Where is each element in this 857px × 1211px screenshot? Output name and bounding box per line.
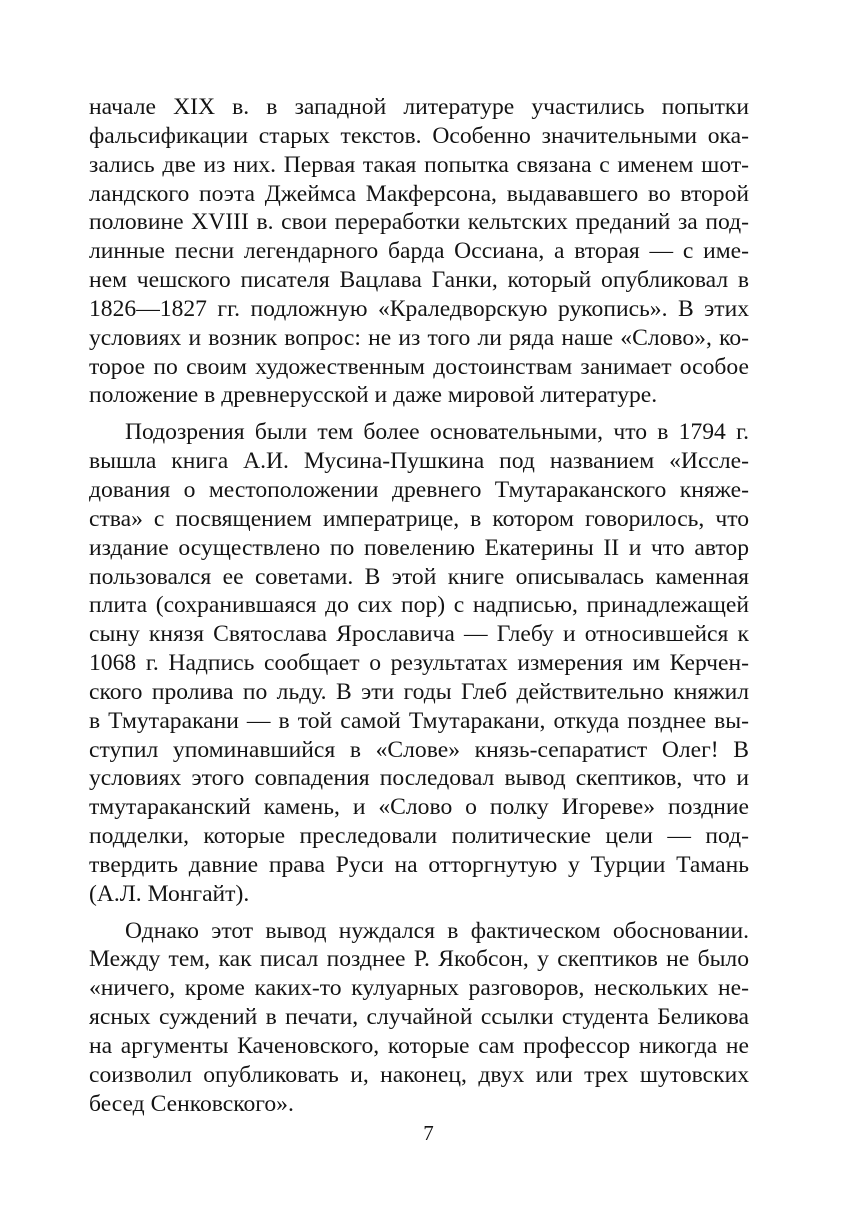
text-line: тмутараканский камень, и «Слово о полку Игореве» поздние (89, 794, 749, 821)
text-line: вышла книга А.И. Мусина-Пушкина под названием «Иссле- (89, 448, 749, 475)
text-line: 1826—1827 гг. подложную «Краледворскую рукопись». В этих (89, 295, 749, 322)
text-line: условиях этого совпадения последовал вывод скептиков, что и (89, 765, 749, 792)
text-line: «ничего, кроме каких-то кулуарных разговоров, нескольких не- (89, 975, 749, 1002)
text-line: бесед Сенковского». (89, 1090, 294, 1117)
text-line: ландского поэта Джеймса Макферсона, выдававшего во второй (89, 180, 749, 207)
text-line: издание осуществлено по повелению Екатерины II и что автор (89, 534, 749, 561)
text-line: соизволил опубликовать и, наконец, двух или трех шутовских (89, 1061, 749, 1088)
text-line: твердить давние права Руси на отторгнутую у Турции Тамань (89, 851, 749, 878)
paragraph-spacing (89, 909, 749, 917)
text-line: плита (сохранившаяся до сих пор) с надписью, принадлежащей (89, 592, 749, 619)
text-line: ясных суждений в печати, случайной ссылки студента Беликова (89, 1004, 749, 1031)
text-line: торое по своим художественным достоинствам занимает особое (89, 353, 749, 380)
text-line: пользовался ее советами. В этой книге описывалась каменная (89, 563, 749, 590)
text-line: Подозрения были тем более основательными, что в 1794 г. (125, 419, 749, 446)
text-line: сыну князя Святослава Ярославича — Глебу и относившейся к (89, 621, 749, 648)
text-line: подделки, которые преследовали политические цели — под- (89, 823, 749, 850)
text-line: на аргументы Каченовского, которые сам профессор никогда не (89, 1033, 749, 1059)
text-line: линные песни легендарного барда Оссиана, а вторая — с име- (89, 238, 749, 265)
text-line: Между тем, как писал позднее Р. Якобсон, у скептиков не было (89, 946, 749, 973)
text-line: ства» с посвящением императрице, в котором говорилось, что (89, 505, 749, 532)
text-line: в Тмутаракани — в той самой Тмутаракани, откуда позднее вы- (89, 707, 749, 734)
text-line: началe XIX в. в западной литературе участились попытки (89, 94, 749, 120)
text-line: дования о местоположении древнего Тмутараканского княже- (89, 476, 749, 503)
text-line: ского пролива по льду. В эти годы Глеб действительно княжил (89, 678, 749, 705)
text-line: зались две из них. Первая такая попытка связана с именем шот- (89, 151, 749, 178)
body-text (89, 93, 749, 1119)
text-line: 1068 г. Надпись сообщает о результатах измерения им Керчен- (89, 650, 749, 677)
paragraph-spacing (89, 410, 749, 418)
text-line: фальсификации старых текстов. Особенно значительными ока- (89, 122, 749, 149)
text-line: половине XVIII в. свои переработки кельтских преданий за под- (89, 209, 749, 236)
paragraph-2 (89, 418, 749, 908)
text-line: нем чешского писателя Вацлава Ганки, который опубликовал в (89, 267, 749, 294)
text-line: условиях и возник вопрос: не из того ли ряда наше «Слово», ко- (89, 324, 749, 351)
paragraph-1 (89, 93, 749, 410)
text-line: ступил упоминавшийся в «Слове» князь-сепаратист Олег! В (89, 736, 749, 763)
text-line: положение в древнерусской и даже мировой литературе. (89, 382, 658, 409)
paragraph-3 (89, 917, 749, 1119)
page-number: 7 (423, 1121, 434, 1145)
text-line: (А.Л. Монгайт). (89, 880, 250, 907)
text-line: Однако этот вывод нуждался в фактическом обосновании. (125, 917, 749, 944)
